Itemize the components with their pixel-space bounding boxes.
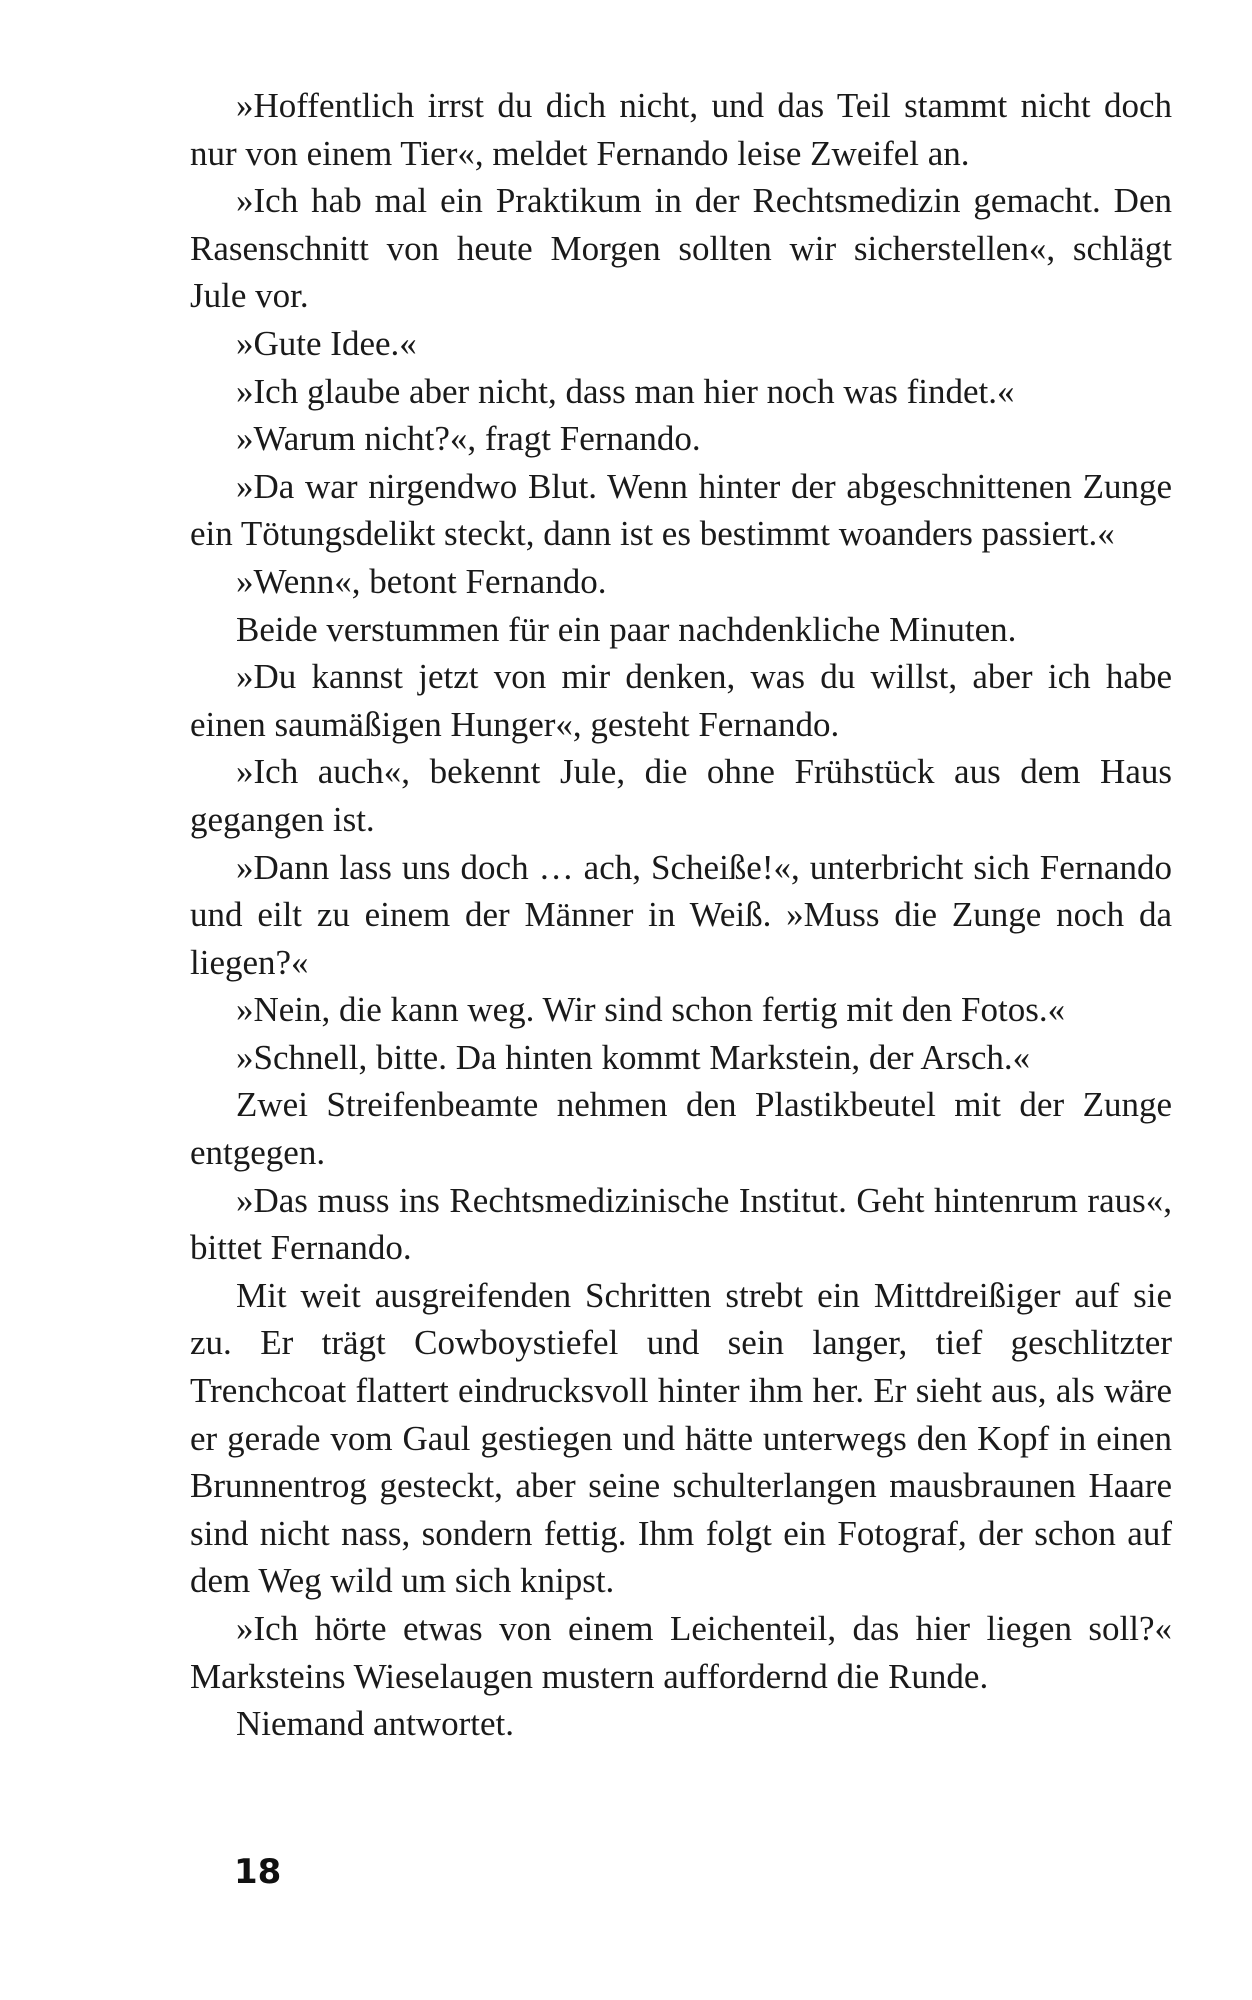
paragraph: »Wenn«, betont Fernando. bbox=[236, 561, 607, 601]
paragraph: »Gute Idee.« bbox=[236, 323, 417, 363]
body-text bbox=[190, 82, 1172, 1748]
paragraph: »Ich auch«, bekennt Jule, die ohne Frühstück aus dem Haus gegangen ist. bbox=[190, 752, 1172, 839]
paragraph: »Warum nicht?«, fragt Fernando. bbox=[236, 419, 701, 459]
paragraph: Zwei Streifenbeamte nehmen den Plastikbeutel mit der Zunge entgegen. bbox=[190, 1085, 1172, 1173]
paragraph: »Das muss ins Rechtsmedizinische Institut. Geht hintenrum raus«, bittet Fernando. bbox=[190, 1180, 1172, 1268]
paragraph: »Hoffentlich irrst du dich nicht, und das Teil stammt nicht doch nur von einem Tier«, meldet Fernando leise Zweifel an. bbox=[190, 86, 1172, 173]
paragraph: »Du kannst jetzt von mir denken, was du willst, aber ich habe einen saumäßigen Hunger«, gesteht Fernando. bbox=[190, 657, 1172, 744]
paragraph: »Ich glaube aber nicht, dass man hier noch was findet.« bbox=[236, 371, 1015, 411]
paragraph: »Nein, die kann weg. Wir sind schon fertig mit den Fotos.« bbox=[236, 990, 1066, 1030]
paragraph: Niemand antwortet. bbox=[236, 1704, 514, 1744]
paragraph: »Schnell, bitte. Da hinten kommt Markstein, der Arsch.« bbox=[236, 1037, 1031, 1077]
paragraph: »Dann lass uns doch … ach, Scheiße!«, unterbricht sich Fernando und eilt zu einem der Männer in Weiß. »Muss die Zunge noch da liegen?« bbox=[190, 847, 1172, 982]
paragraph: Beide verstummen für ein paar nachdenkliche Minuten. bbox=[236, 609, 1017, 649]
paragraph: Mit weit ausgreifenden Schritten strebt ein Mittdreißiger auf sie zu. Er trägt Cowboystiefel und sein langer, tief geschlitzter Trenchcoat flattert eindrucksvoll hinter ihm her. Er sieht aus, als wäre er gerade vom Gaul gestiegen und hätte unterwegs den Kopf in einen Brunnentrog gesteckt, aber seine schulterlangen mausbraunen Haare sind nicht nass, sondern fettig. Ihm folgt ein Fotograf, der schon auf dem Weg wild um sich knipst. bbox=[190, 1275, 1172, 1601]
paragraph: »Da war nirgendwo Blut. Wenn hinter der abgeschnittenen Zunge ein Tötungsdelikt steckt, dann ist es bestimmt woanders passiert.« bbox=[190, 466, 1172, 554]
page-number: 18 bbox=[234, 1852, 282, 1892]
paragraph: »Ich hörte etwas von einem Leichenteil, das hier liegen soll?« Marksteins Wieselaugen mustern auffordernd die Runde. bbox=[190, 1609, 1172, 1696]
paragraph: »Ich hab mal ein Praktikum in der Rechtsmedizin gemacht. Den Rasenschnitt von heute Morgen sollten wir sicherstellen«, schlägt Jule vor. bbox=[190, 181, 1172, 316]
